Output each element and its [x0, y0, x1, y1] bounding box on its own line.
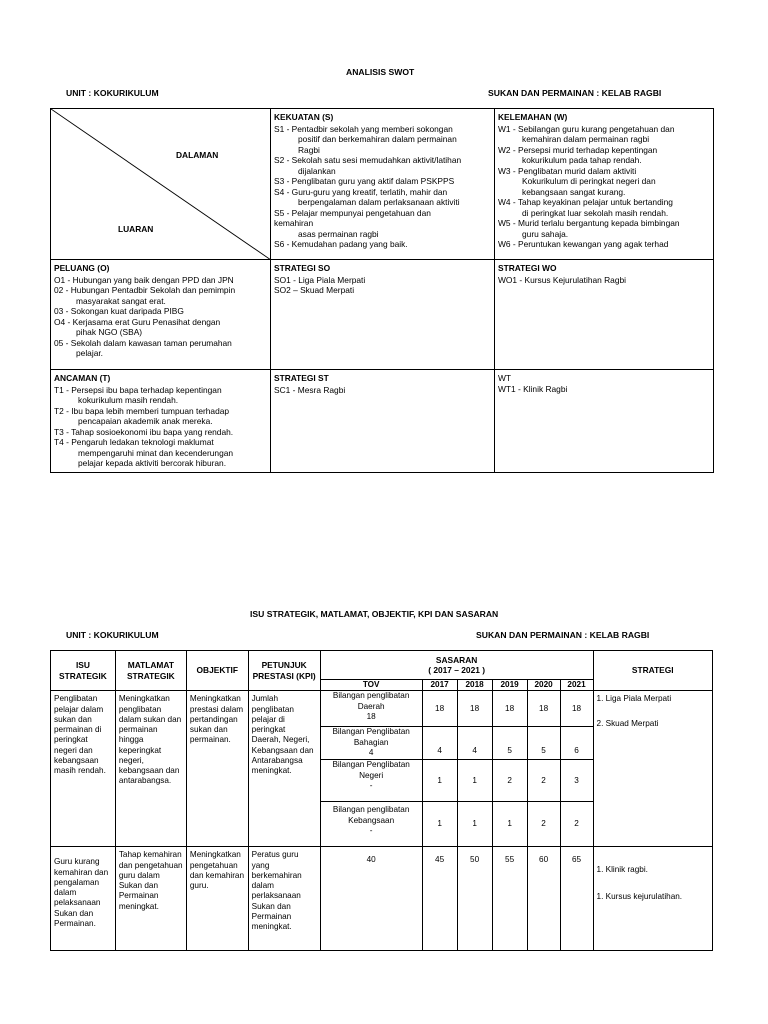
weakness-item-cont: guru sahaja.: [522, 228, 569, 239]
kpi-cell: Peratus guru yang berkemahiran dalam perlaksanaan Sukan dan Permainan meningkat.: [248, 847, 320, 951]
matlamat-cell: Tahap kemahiran dan pengetahuan guru dalam Sukan dan Permainan meningkat.: [115, 847, 186, 951]
target-value: 2: [527, 802, 560, 847]
threat-item-cont: mempengaruhi minat dan kecenderungan: [78, 447, 234, 458]
weaknesses-heading: KELEMAHAN (W): [498, 112, 568, 122]
target-label-cell: [320, 802, 422, 847]
target-value: 2: [492, 760, 527, 802]
target-label: Bilangan penglibatan: [332, 691, 410, 701]
isu-cell: Penglibatan pelajar dalam sukan dan permainan di peringkat negeri dan kebangsaan masih rendah.: [51, 691, 116, 847]
strength-item-cont: asas permainan ragbi: [298, 228, 379, 239]
threat-item: T3 - Tahap sosioekonomi ibu bapa yang rendah.: [54, 426, 234, 437]
target-value: 4: [457, 727, 492, 760]
threat-item-cont: pelajar kepada aktiviti bercorak hiburan.: [78, 458, 227, 468]
target-label-level: Daerah: [357, 701, 385, 711]
row2-tov: 40: [320, 847, 422, 951]
sasaran-label: SASARAN: [435, 654, 478, 665]
target-tov: 4: [368, 747, 374, 757]
strength-item: S6 - Kemudahan padang yang baik.: [274, 239, 408, 249]
isu-unit-label: UNIT : KOKURIKULUM: [66, 630, 159, 640]
strength-item: S3 - Penglibatan guru yang aktif dalam PSKPPS: [274, 176, 455, 186]
header-strategi: STRATEGI: [593, 651, 712, 691]
strength-item: S1 - Pentadbir sekolah yang memberi sokongan: [274, 123, 453, 134]
threat-item-cont: pencapaian akademik anak mereka.: [78, 416, 213, 426]
opportunity-item: O4 - Kerjasama erat Guru Penasihat dengan: [54, 316, 221, 327]
target-value: 45: [422, 847, 457, 951]
header-year: 2018: [457, 680, 492, 691]
header-tov: TOV: [320, 680, 422, 691]
threat-item: T2 - Ibu bapa lebih memberi tumpuan terhadap: [54, 405, 230, 416]
target-label-cell: [320, 760, 422, 802]
isu-cell: Guru kurang kemahiran dan pengalaman dalam pelaksanaan Sukan dan Permainan.: [51, 847, 116, 951]
target-value: 18: [492, 691, 527, 727]
objektif-cell: Meningkatkan pengetahuan dan kemahiran guru.: [186, 847, 248, 951]
target-label: Bilangan Penglibatan: [332, 760, 410, 770]
target-label-cell: [320, 727, 422, 760]
so-item: SO1 - Liga Piala Merpati: [274, 274, 366, 285]
threats-heading: ANCAMAN (T): [54, 373, 111, 383]
target-value: 5: [527, 727, 560, 760]
kpi-cell: Jumlah penglibatan pelajar di peringkat Daerah, Negeri, Kebangsaan dan Antarabangsa meningkat.: [248, 691, 320, 847]
strategi-so-cell: [271, 260, 495, 370]
weakness-item: W5 - Murid terlalu bergantung kepada bimbingan: [498, 218, 680, 228]
strength-item-cont: dijalankan: [298, 165, 336, 176]
opportunity-item-cont: masyarakat sangat erat.: [76, 295, 166, 306]
strength-item: S2 - Sekolah satu sesi memudahkan aktivit/latihan: [274, 155, 462, 165]
threat-item: T1 - Persepsi ibu bapa terhadap kepentingan: [54, 384, 222, 395]
strength-item-cont: berpengalaman dalam perlaksanaan aktiviti: [298, 197, 460, 207]
strategi-item: 1. Kursus kejurulatihan.: [596, 891, 683, 901]
strategi-wo-heading: STRATEGI WO: [498, 263, 557, 273]
target-value: 60: [527, 847, 560, 951]
diag-luaran-label: LUARAN: [118, 224, 154, 234]
weakness-item-cont: kokurikulum pada tahap rendah.: [522, 155, 642, 165]
strategi-item: 1. Liga Piala Merpati: [596, 694, 672, 704]
target-value: 18: [422, 691, 457, 727]
wo-item: WO1 - Kursus Kejurulatihan Ragbi: [498, 274, 627, 285]
weakness-item: W2 - Persepsi murid terhadap kepentingan: [498, 144, 658, 155]
target-value: 55: [492, 847, 527, 951]
weakness-item: W3 - Penglibatan murid dalam aktiviti: [498, 165, 637, 176]
target-value: 1: [422, 802, 457, 847]
target-value: 1: [457, 760, 492, 802]
strategi-cell: [593, 847, 712, 951]
diag-dalaman-label: DALAMAN: [176, 150, 219, 160]
header-year: 2020: [527, 680, 560, 691]
target-value: 4: [422, 727, 457, 760]
swot-unit-label: UNIT : KOKURIKULUM: [66, 88, 159, 98]
target-value: 65: [560, 847, 593, 951]
target-label: Bilangan penglibatan: [332, 805, 410, 815]
weakness-item-cont: di peringkat luar sekolah masih rendah.: [522, 207, 669, 218]
strategi-st-heading: STRATEGI ST: [274, 373, 329, 383]
threats-cell: [51, 370, 271, 473]
target-value: 1: [457, 802, 492, 847]
weakness-item-cont: kebangsaan sangat kurang.: [522, 186, 626, 197]
strength-item-cont: positif dan berkemahiran dalam permainan: [298, 134, 457, 144]
target-label: Bilangan Penglibatan: [332, 727, 410, 737]
opportunities-cell: [51, 260, 271, 370]
header-isu: ISU STRATEGIK: [51, 651, 116, 691]
isu-title: ISU STRATEGIK, MATLAMAT, OBJEKTIF, KPI DAN SASARAN: [250, 609, 499, 619]
swot-club-label: SUKAN DAN PERMAINAN : KELAB RAGBI: [488, 88, 662, 98]
weakness-item: W6 - Peruntukan kewangan yang agak terhad: [498, 239, 669, 249]
strategi-item: 2. Skuad Merpati: [596, 718, 659, 728]
strategi-wo-cell: [495, 260, 714, 370]
target-value: 1: [422, 760, 457, 802]
sasaran-range: ( 2017 – 2021 ): [428, 665, 486, 675]
matlamat-cell: Meningkatkan penglibatan dalam sukan dan permainan hingga keperingkat negeri, kebangsaan dan antarabangsa.: [115, 691, 186, 847]
swot-diagonal-cell: [51, 109, 271, 260]
target-tov: -: [369, 780, 373, 790]
diagonal-line: [51, 109, 271, 260]
target-value: 18: [527, 691, 560, 727]
st-item: SC1 - Mesra Ragbi: [274, 384, 346, 395]
weakness-item: W1 - Sebilangan guru kurang pengetahuan dan: [498, 123, 675, 134]
header-kpi: PETUNJUK PRESTASI (KPI): [248, 651, 320, 691]
strategi-item: 1. Klinik ragbi.: [596, 865, 648, 875]
target-value: 2: [527, 760, 560, 802]
target-tov: -: [369, 825, 373, 835]
target-value: 3: [560, 760, 593, 802]
opportunity-item: 02 - Hubungan Pentadbir Sekolah dan pemimpin: [54, 285, 236, 295]
opportunity-item-cont: pihak NGO (SBA): [76, 327, 143, 337]
weakness-item-cont: kemahiran dalam permainan ragbi: [522, 134, 650, 144]
target-tov: 18: [366, 711, 376, 721]
target-label-level: Negeri: [359, 770, 384, 780]
swot-title: ANALISIS SWOT: [346, 67, 415, 77]
strength-item: S5 - Pelajar mempunyai pengetahuan dan: [274, 207, 431, 218]
target-label-level: Kebangsaan: [348, 815, 395, 825]
strength-item: S4 - Guru-guru yang kreatif, terlatih, mahir dan: [274, 186, 448, 197]
wt-item: WT1 - Klinik Ragbi: [498, 383, 568, 394]
opportunity-item-cont: pelajar.: [76, 348, 104, 358]
header-year: 2019: [492, 680, 527, 691]
opportunity-item: 03 - Sokongan kuat daripada PIBG: [54, 306, 184, 316]
opportunity-item: 05 - Sekolah dalam kawasan taman perumahan: [54, 337, 232, 348]
strategi-wt-cell: [495, 370, 714, 473]
target-value: 18: [560, 691, 593, 727]
strength-item-cont: kemahiran: [274, 218, 314, 228]
header-objektif: OBJEKTIF: [186, 651, 248, 691]
swot-table: [50, 108, 714, 473]
target-value: 18: [457, 691, 492, 727]
strategi-so-heading: STRATEGI SO: [274, 263, 331, 273]
isu-table: [50, 650, 713, 951]
target-value: 50: [457, 847, 492, 951]
target-value: 6: [560, 727, 593, 760]
weakness-item-cont: Kokurikulum di peringkat negeri dan: [522, 176, 656, 186]
opportunity-item: O1 - Hubungan yang baik dengan PPD dan JPN: [54, 274, 234, 285]
strategi-st-cell: [271, 370, 495, 473]
isu-club-label: SUKAN DAN PERMAINAN : KELAB RAGBI: [476, 630, 650, 640]
target-value: 5: [492, 727, 527, 760]
strength-item-cont: Ragbi: [298, 144, 320, 155]
strengths-cell: [271, 109, 495, 260]
target-label-cell: [320, 691, 422, 727]
strengths-heading: KEKUATAN (S): [274, 112, 334, 122]
target-value: 1: [492, 802, 527, 847]
strategi-wt-heading: WT: [498, 373, 512, 383]
so-item: SO2 – Skuad Merpati: [274, 285, 355, 295]
header-sasaran: [320, 651, 593, 680]
objektif-cell: Meningkatkan prestasi dalam pertandingan sukan dan permainan.: [186, 691, 248, 847]
strategi-cell: [593, 691, 712, 847]
threat-item-cont: kokurikulum masih rendah.: [78, 395, 179, 405]
header-matlamat: MATLAMAT STRATEGIK: [115, 651, 186, 691]
header-year: 2017: [422, 680, 457, 691]
opportunities-heading: PELUANG (O): [54, 263, 110, 273]
target-label-level: Bahagian: [353, 737, 389, 747]
threat-item: T4 - Pengaruh ledakan teknologi maklumat: [54, 437, 214, 447]
weakness-item: W4 - Tahap keyakinan pelajar untuk bertanding: [498, 197, 673, 207]
target-value: 2: [560, 802, 593, 847]
header-year: 2021: [560, 680, 593, 691]
weaknesses-cell: [495, 109, 714, 260]
